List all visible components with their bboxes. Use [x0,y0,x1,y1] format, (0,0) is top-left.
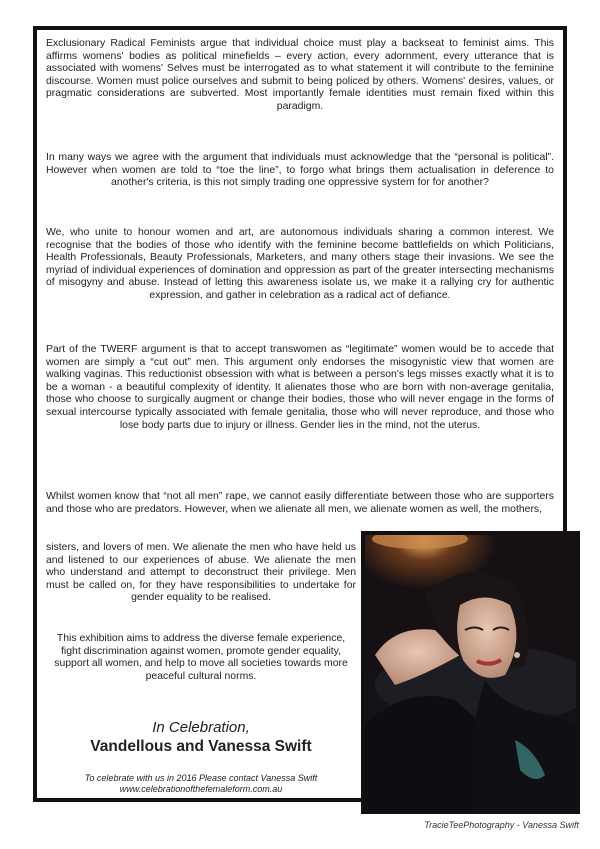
paragraph-5-full: Whilst women know that “not all men” rape, we cannot easily differentiate between those who are supporters and those who are predators. However, when we alienate all men, we alienate women as well, the mothers, [46,491,554,515]
paragraph-3: We, who unite to honour women and art, are autonomous individuals sharing a common interest. We recognise that the bodies of those who identify with the feminine become battlefields on which Politicians, Health Professionals, Beauty Professionals, Marketers, and many others stage their invasions. We see the myriad of individual experiences of domination and oppression as part of the greater intersecting mechanisms of misogyny and abuse. Instead of letting this awareness isolate us, we make it a rallying cry for authentic expression, and gather in celebration as a radical act of defiance. [46,227,554,301]
portrait-photo [361,531,580,814]
signoff-line-1: In Celebration, [152,719,250,736]
contact-info [46,773,356,795]
photo-credit: TracieTeePhotography - Vanessa Swift [424,820,579,830]
contact-line: To celebrate with us in 2016 Please contact Vanessa Swift [84,773,318,783]
portrait-image [365,535,576,810]
signoff [46,718,356,756]
paragraph-6: This exhibition aims to address the diverse female experience, fight discrimination against women, promote gender equality, support all women, and help to move all societies towards more peaceful cultural norms. [54,633,348,682]
website-link[interactable]: www.celebrationofthefemaleform.com.au [119,784,283,794]
paragraph-5-narrow: sisters, and lovers of men. We alienate the men who have held us and listened to our experiences of abuse. We alienate the men who understand and attempt to deconstruct their privilege. Men must be called on, for they have responsibilities to undertake for gender equality to be realised. [46,542,356,604]
signoff-names: Vandellous and Vanessa Swift [90,738,312,755]
paragraph-2: In many ways we agree with the argument that individuals must acknowledge that the “personal is political”. However when women are told to “toe the line”, to forgo what brings them actualisation in deference to another's criteria, is this not simply trading one oppressive system for for another? [46,152,554,189]
paragraph-1: Exclusionary Radical Feminists argue that individual choice must play a backseat to feminist aims. This affirms womens' bodies as political minefields – every action, every adornment, every utterance that is associated with womens' Selves must be interrogated as to what statement it will contribute to the feminine discourse. Women must police ourselves and submit to being policed by others. Womens' desires, values, or pragmatic considerations are subverted. Most importantly female identities must remain fixed within this paradigm. [46,38,554,112]
paragraph-4: Part of the TWERF argument is that to accept transwomen as “legitimate” women would be to accede that women are simply a “cut out” men. This argument only endorses the misogynistic view that women are walking vaginas. This reductionist obsession with what is between a person's legs misses exactly what it is to be a woman - a beautiful complexity of identity. It alienates those who are born with non-average genitalia, those who choose to surgically augment or change their bodies, those who will never engage in the forms of sexual intercourse typically associated with female genitalia, those who will never reproduce, and those who lose body parts due to injury or illness. Gender lies in the mind, not the uterus. [46,344,554,431]
